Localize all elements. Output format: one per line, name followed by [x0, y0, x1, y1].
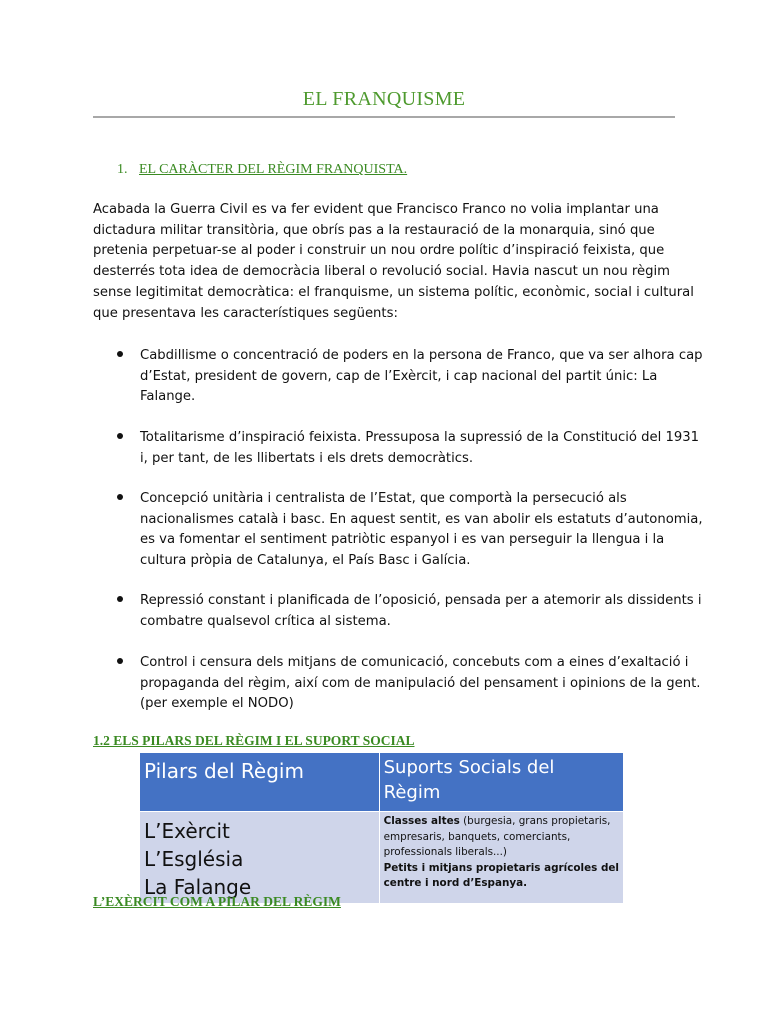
- table-header-row: [140, 753, 624, 812]
- support-line: [384, 814, 619, 830]
- list-item-line: Totalitarisme d’inspiració feixista. Pressuposa la supressió de la Constitució del 1931: [140, 430, 700, 445]
- list-item-line: nacionalismes català i basc. En aquest sentit, es van abolir els estatuts d’autonomia,: [140, 511, 703, 527]
- supports-cell: [379, 812, 623, 904]
- paragraph-line: desterrés tota idea de democràcia liberal o revolució social. Havia nascut un nou règim: [93, 264, 671, 280]
- bullet-icon: [117, 494, 123, 500]
- list-item-line: propaganda del règim, així com de manipulació del pensament i opinions de la gent.: [140, 675, 701, 691]
- list-item-line: es va fomentar el sentiment patriòtic espanyol i es van perseguir la llengua i la: [140, 532, 665, 547]
- pillars-table: [139, 752, 624, 904]
- support-line-bold: centre i nord d’Espanya.: [383, 877, 528, 889]
- pillar-item: La Falange: [144, 875, 252, 899]
- list-item-text: [140, 591, 700, 632]
- list-item-text: [140, 428, 700, 469]
- support-line: professionals liberals...): [383, 846, 507, 858]
- bullet-icon: [117, 596, 123, 602]
- section-number: 1.: [117, 162, 128, 177]
- support-text: (burgesia, grans propietaris,: [459, 815, 611, 827]
- table-header-pillars: Pilars del Règim: [140, 753, 380, 812]
- support-line: empresaris, banquets, comerciants,: [383, 830, 571, 843]
- list-item-line: Control i censura dels mitjans de comunicació, concebuts com a eines d’exaltació i: [140, 655, 689, 670]
- support-line-bold: Petits i mitjans propietaris agrícoles del: [383, 861, 619, 874]
- pillar-item: L’Església: [144, 847, 244, 871]
- list-item-line: Concepció unitària i centralista de l’Estat, que comportà la persecució als: [140, 491, 627, 506]
- title-divider: [93, 116, 675, 118]
- section-heading-2: 1.2 ELS PILARS DEL RÈGIM I EL SUPORT SOCIAL: [93, 733, 415, 748]
- paragraph-line: Acabada la Guerra Civil es va fer evident que Francisco Franco no volia implantar una: [93, 202, 659, 217]
- bullet-icon: [117, 658, 123, 664]
- list-item-text: [140, 653, 700, 715]
- list-item-line: Falange.: [140, 389, 196, 404]
- list-item-line: (per exemple el NODO): [140, 696, 294, 711]
- table-row: [140, 812, 624, 904]
- page-title: EL FRANQUISME: [302, 88, 466, 110]
- list-item-line: cultura pròpia de Catalunya, el País Basc i Galícia.: [140, 552, 471, 568]
- header-line: Règim: [383, 782, 441, 803]
- pillar-item: L’Exèrcit: [144, 819, 230, 843]
- list-item-line: Repressió constant i planificada de l’oposició, pensada per a atemorir als dissidents i: [140, 593, 702, 608]
- support-bold: Classes altes: [383, 815, 460, 827]
- pillars-cell: [140, 812, 380, 904]
- list-item-line: d’Estat, president de govern, cap de l’Exèrcit, i cap nacional del partit únic: La: [140, 368, 658, 384]
- section-heading-text: EL CARÀCTER DEL RÈGIM FRANQUISTA.: [139, 162, 408, 177]
- paragraph-line: dictadura militar transitòria, que obrís pas a la restauració de la monarquia, sinó que: [93, 222, 655, 238]
- table-header-supports: [379, 753, 623, 812]
- list-item-line: combatre qualsevol crítica al sistema.: [140, 613, 391, 629]
- list-item-text: [140, 489, 703, 571]
- paragraph-line: pretenia perpetuar-se al poder i construir un nou ordre polític d’inspiració feixista, que: [93, 243, 665, 259]
- bullet-icon: [117, 351, 123, 357]
- list-item-line: i, per tant, de les llibertats i els drets democràtics.: [140, 450, 474, 466]
- section-heading-3: L’EXÈRCIT COM A PILAR DEL RÈGIM: [93, 894, 341, 909]
- paragraph-line: sense legitimitat democràtica: el franquisme, un sistema polític, econòmic, social i cultural: [93, 284, 694, 300]
- intro-paragraph: [93, 200, 694, 324]
- bullet-icon: [117, 433, 123, 439]
- list-item-text: [140, 346, 703, 408]
- paragraph-line: que presentava les característiques següents:: [93, 305, 398, 321]
- section-heading-1: [117, 162, 407, 178]
- header-line: Suports Socials del: [383, 757, 555, 778]
- list-item-line: Cabdillisme o concentració de poders en la persona de Franco, que va ser alhora cap: [140, 348, 703, 363]
